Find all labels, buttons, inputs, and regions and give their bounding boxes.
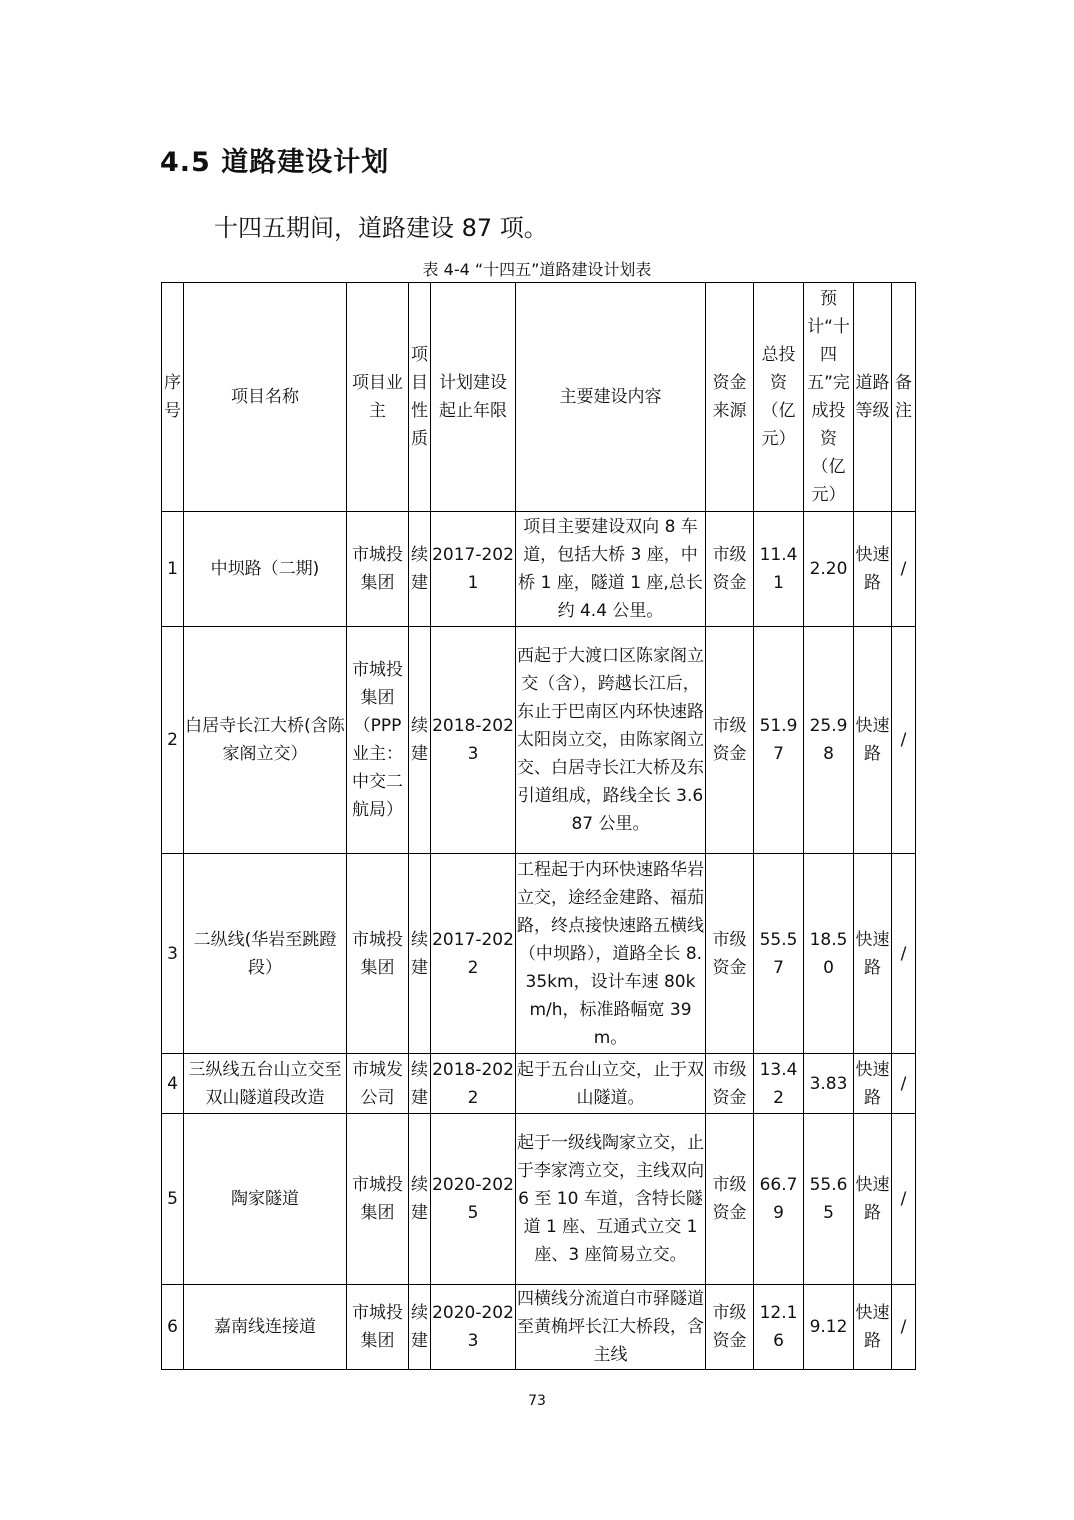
cell-note: / <box>892 627 916 854</box>
cell-owner: 市城投集团 <box>347 512 409 627</box>
cell-nature: 续建 <box>409 1114 431 1285</box>
cell-note: / <box>892 1285 916 1370</box>
cell-period: 2017-2022 <box>431 854 516 1054</box>
table-row <box>162 1114 916 1285</box>
cell-grade: 快速路 <box>854 1114 892 1285</box>
header-note: 备注 <box>892 283 916 512</box>
cell-index: 5 <box>162 1114 184 1285</box>
cell-note: / <box>892 512 916 627</box>
header-content: 主要建设内容 <box>516 283 706 512</box>
cell-note: / <box>892 1054 916 1114</box>
cell-note: / <box>892 1114 916 1285</box>
cell-total: 51.97 <box>754 627 804 854</box>
cell-index: 1 <box>162 512 184 627</box>
cell-fund: 市级资金 <box>706 854 754 1054</box>
cell-index: 2 <box>162 627 184 854</box>
cell-fund: 市级资金 <box>706 512 754 627</box>
cell-name: 中坝路（二期) <box>184 512 347 627</box>
cell-planned: 3.83 <box>804 1054 854 1114</box>
cell-grade: 快速路 <box>854 1054 892 1114</box>
cell-grade: 快速路 <box>854 512 892 627</box>
cell-content: 起于五台山立交，止于双山隧道。 <box>516 1054 706 1114</box>
cell-nature: 续建 <box>409 627 431 854</box>
cell-nature: 续建 <box>409 1285 431 1370</box>
cell-total: 66.79 <box>754 1114 804 1285</box>
cell-planned: 9.12 <box>804 1285 854 1370</box>
cell-index: 3 <box>162 854 184 1054</box>
cell-fund: 市级资金 <box>706 1054 754 1114</box>
cell-name: 三纵线五台山立交至双山隧道段改造 <box>184 1054 347 1114</box>
cell-total: 55.57 <box>754 854 804 1054</box>
table-header-row <box>162 283 916 512</box>
cell-total: 13.42 <box>754 1054 804 1114</box>
cell-index: 6 <box>162 1285 184 1370</box>
table-row <box>162 854 916 1054</box>
table-row <box>162 1285 916 1370</box>
section-heading: 4.5 道路建设计划 <box>160 147 390 178</box>
cell-fund: 市级资金 <box>706 627 754 854</box>
cell-content: 起于一级线陶家立交，止于李家湾立交，主线双向 6 至 10 车道，含特长隧道 1 座、互通式立交 1 座、3 座简易立交。 <box>516 1114 706 1285</box>
cell-period: 2018-2022 <box>431 1054 516 1114</box>
cell-nature: 续建 <box>409 1054 431 1114</box>
table-caption: 表 4-4 “十四五”道路建设计划表 <box>422 260 652 279</box>
cell-total: 12.16 <box>754 1285 804 1370</box>
cell-content: 工程起于内环快速路华岩立交，途经金建路、福茄路，终点接快速路五横线（中坝路），道路全长 8.35km，设计车速 80km/h，标准路幅宽 39m。 <box>516 854 706 1054</box>
cell-grade: 快速路 <box>854 854 892 1054</box>
cell-period: 2018-2023 <box>431 627 516 854</box>
cell-planned: 18.50 <box>804 854 854 1054</box>
cell-planned: 25.98 <box>804 627 854 854</box>
header-planned: 预计“十四五”完成投资（亿元） <box>804 283 854 512</box>
cell-fund: 市级资金 <box>706 1114 754 1285</box>
cell-period: 2020-2023 <box>431 1285 516 1370</box>
cell-note: / <box>892 854 916 1054</box>
cell-name: 二纵线(华岩至跳蹬段） <box>184 854 347 1054</box>
header-fund: 资金来源 <box>706 283 754 512</box>
table-row <box>162 627 916 854</box>
cell-owner: 市城投集团 <box>347 1285 409 1370</box>
cell-nature: 续建 <box>409 512 431 627</box>
cell-planned: 55.65 <box>804 1114 854 1285</box>
header-nature: 项目性质 <box>409 283 431 512</box>
cell-content: 项目主要建设双向 8 车道，包括大桥 3 座，中桥 1 座，隧道 1 座,总长约 4.4 公里。 <box>516 512 706 627</box>
road-plan-table <box>161 282 916 1370</box>
header-index: 序号 <box>162 283 184 512</box>
cell-owner: 市城投集团 <box>347 1114 409 1285</box>
cell-period: 2017-2021 <box>431 512 516 627</box>
cell-owner: 市城投集团 <box>347 854 409 1054</box>
cell-nature: 续建 <box>409 854 431 1054</box>
cell-name: 陶家隧道 <box>184 1114 347 1285</box>
cell-owner: 市城发公司 <box>347 1054 409 1114</box>
header-owner: 项目业主 <box>347 283 409 512</box>
cell-fund: 市级资金 <box>706 1285 754 1370</box>
cell-index: 4 <box>162 1054 184 1114</box>
header-name: 项目名称 <box>184 283 347 512</box>
cell-content: 西起于大渡口区陈家阁立交（含），跨越长江后，东止于巴南区内环快速路太阳岗立交，由陈家阁立交、白居寺长江大桥及东引道组成，路线全长 3.687 公里。 <box>516 627 706 854</box>
cell-total: 11.41 <box>754 512 804 627</box>
cell-grade: 快速路 <box>854 1285 892 1370</box>
cell-content: 四横线分流道白市驿隧道至黄桷坪长江大桥段，含主线 <box>516 1285 706 1370</box>
cell-period: 2020-2025 <box>431 1114 516 1285</box>
section-intro: 十四五期间，道路建设 87 项。 <box>214 214 548 242</box>
header-grade: 道路等级 <box>854 283 892 512</box>
cell-name: 白居寺长江大桥(含陈家阁立交） <box>184 627 347 854</box>
header-period: 计划建设起止年限 <box>431 283 516 512</box>
cell-name: 嘉南线连接道 <box>184 1285 347 1370</box>
table-row <box>162 512 916 627</box>
cell-planned: 2.20 <box>804 512 854 627</box>
header-total: 总投资（亿元） <box>754 283 804 512</box>
cell-owner: 市城投集团（PPP 业主：中交二航局） <box>347 627 409 854</box>
table-row <box>162 1054 916 1114</box>
page-number: 73 <box>528 1393 546 1409</box>
cell-grade: 快速路 <box>854 627 892 854</box>
